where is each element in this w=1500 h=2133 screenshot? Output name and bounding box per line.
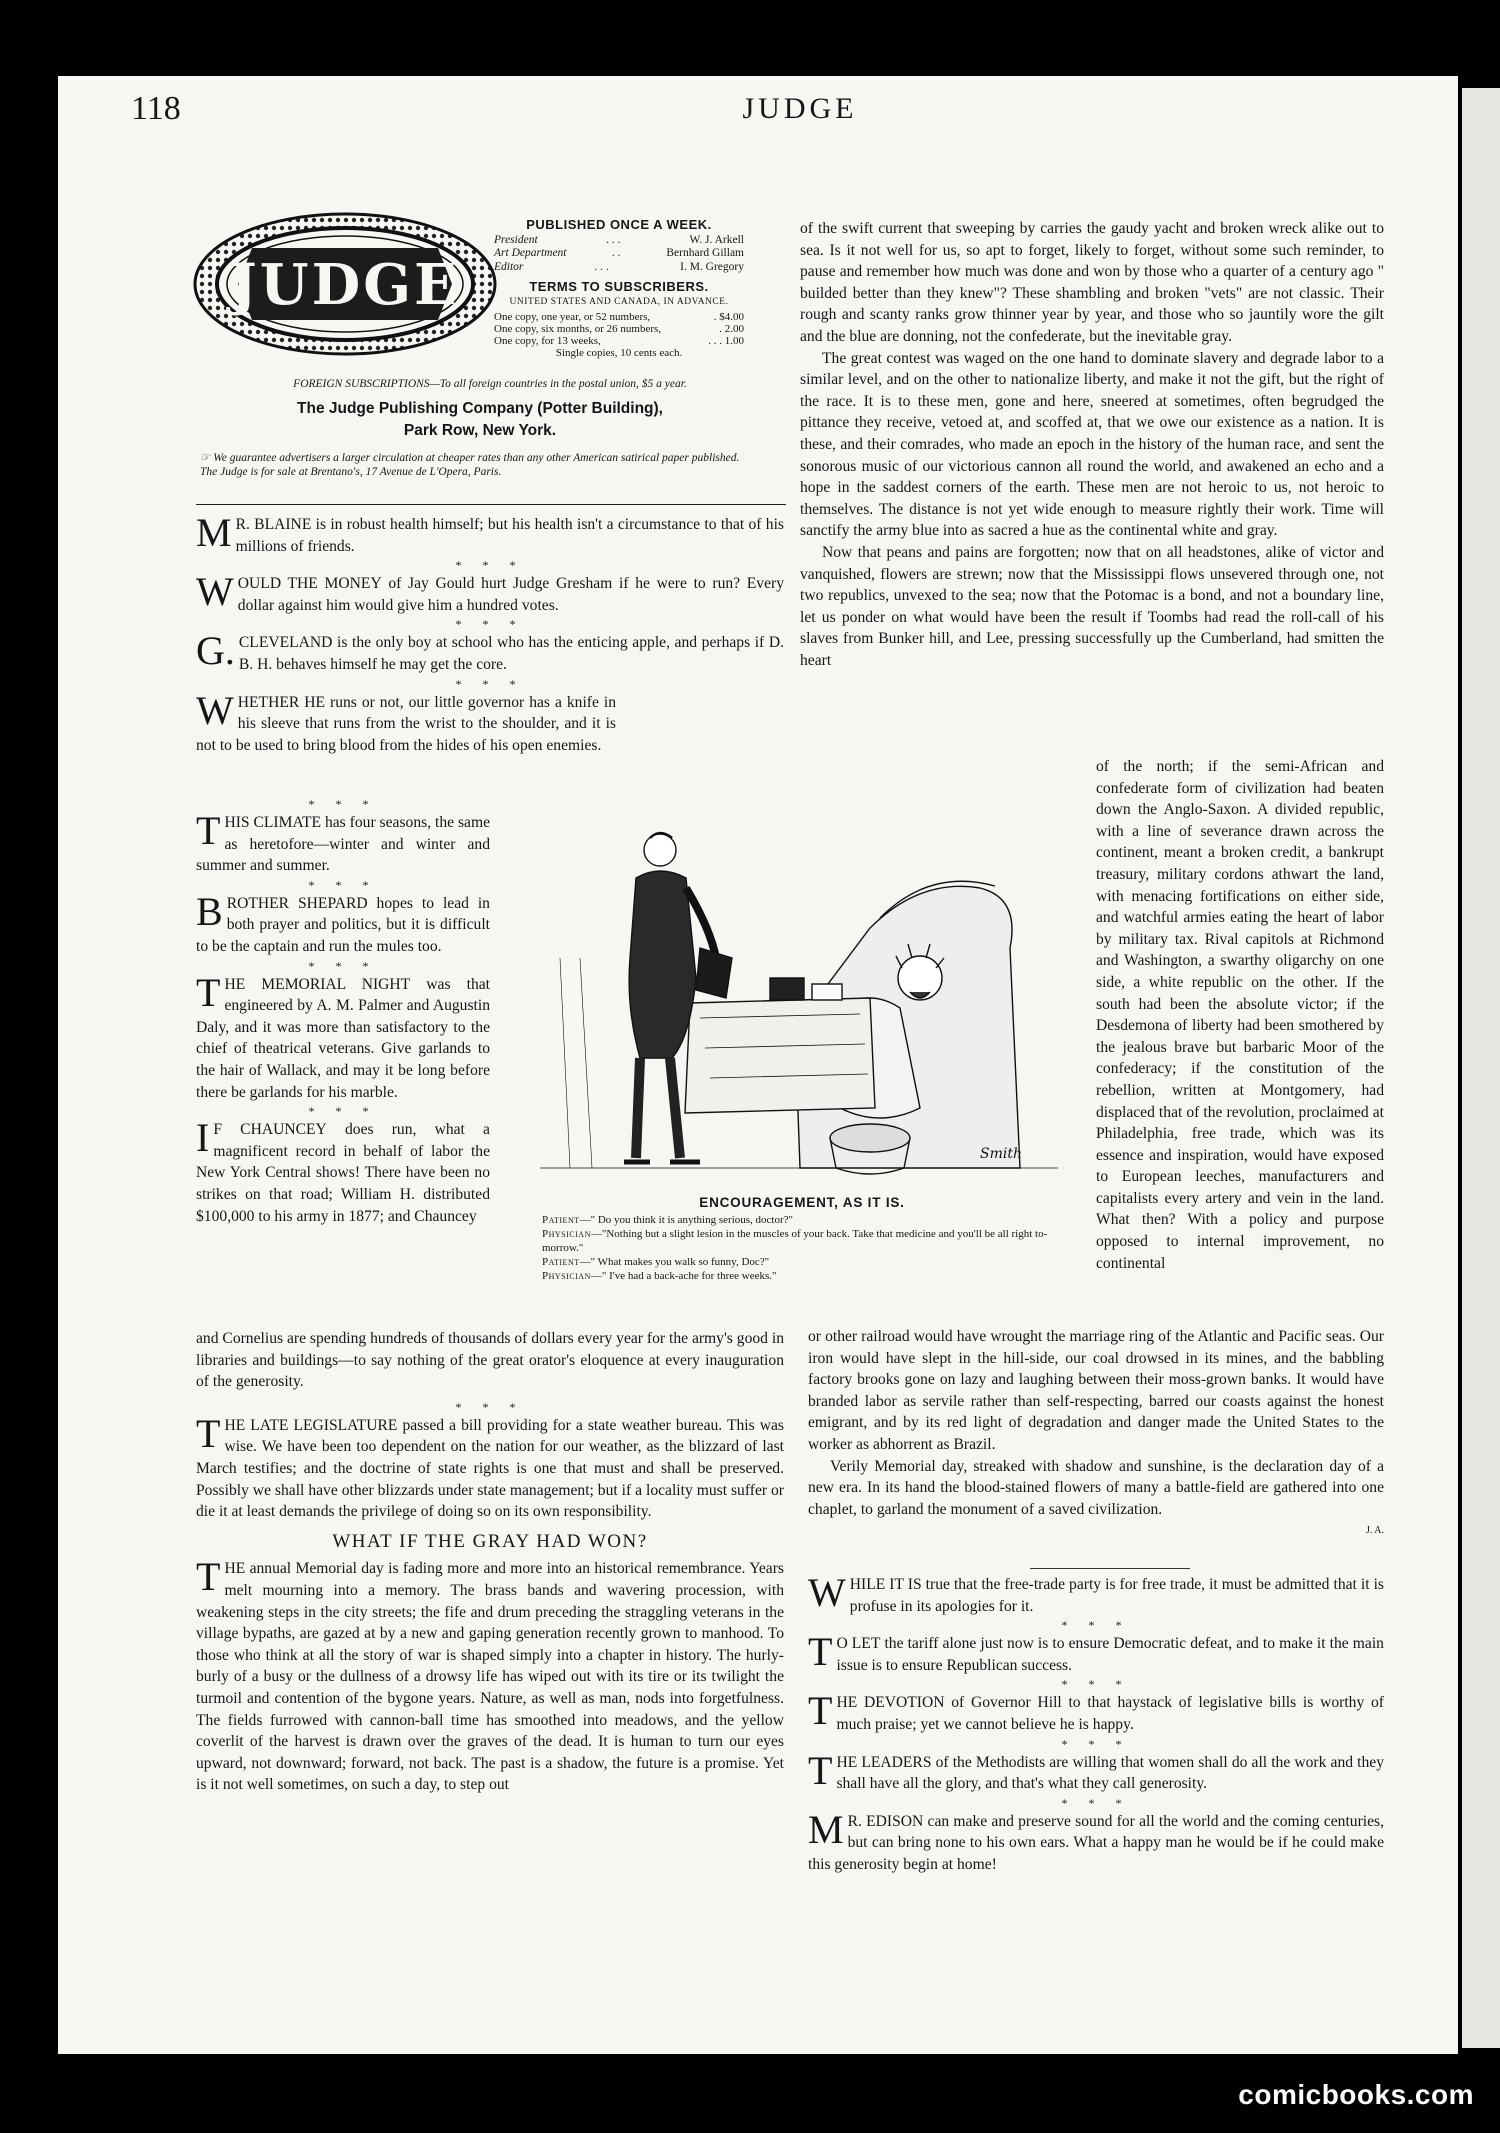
dialogue-line: Patient—" Do you think it is anything serious, doctor?" — [542, 1214, 794, 1226]
publisher-block — [230, 398, 730, 442]
article-paragraph-4b: of the north; if the semi-African and confederate form of civilization had beaten down the Anglo-Saxon. A divided republic, with a line of severance drawn across the continent, meant a broken credit, a bankrupt treasury, military cordons athwart the land, with menacing fortifications on either side, and watchful armies eating the heart of labor by military tax. Rival capitols at Richmond and Washington, a swarthy oligarchy on one side, a white republic on the other. If the south had been the absolute victor; if the Desdemona of liberty had been smothered by the jealous brave but barbaric Moor of the confederacy; if the constitution of the rebellion, written at Montgomery, had displaced that of the revolution, proclaimed at Philadelphia, free trade, which was its essence and inspiration, would have exposed to European leeches, manufacturers and capitalists every artery and vein in the land. What then? With a policy and purpose opposed to internal improvement, no continental — [1096, 758, 1384, 1272]
price-row: One copy, for 13 weeks, . . . 1.00 — [494, 335, 744, 347]
article-paragraph-5: Verily Memorial day, streaked with shadow and sunshine, is the declaration day of a new era. In its hand the blood-stained flowers of many a battle-field are gathered into one chaplet, to garland the monument of a saved civilization. — [808, 1457, 1384, 1518]
paragraph-hill: THE DEVOTION of Governor Hill to that haystack of legislative bills is worthy of much praise; yet we cannot believe he is happy. — [808, 1688, 1384, 1734]
paragraph-chauncey-cont: and Cornelius are spending hundreds of thousands of dollars every year for the army's good in libraries and buildings—to say nothing of the great orator's eloquence at every inauguration of the generosity. — [196, 1330, 784, 1391]
star-separator: * * * — [1061, 1677, 1131, 1692]
star-separator: * * * — [455, 617, 525, 632]
cartoon-caption — [542, 1196, 1062, 1283]
right-column-narrow — [1096, 756, 1384, 1274]
terms-title: TERMS TO SUBSCRIBERS. — [529, 279, 709, 294]
staff-editor: Editor . . . I. M. Gregory — [494, 260, 744, 273]
article-paragraph-3: The great contest was waged on the one hand to dominate slavery and degrade labor to a similar level, and on the other to nationalize liberty, and make it not the gift, but the right of the race. It is to these men, gone and here, sneered at sometimes, often begrudged the pittance they receive, vetoed at, and scoffed at, that we owe our existence as a nation. It is these, and their comrades, who made an epoch in the history of the human race, and sent the sonorous music of our victorious cannon all round the world, and awakened an echo and a hope in the saddest corners of the earth. These men are not heroic to us, not heroic to themselves. The distance is not yet wide enough to measure rightly their work. Time will sanctify the army blue into as sacred a hue as the continental white and gray. — [800, 349, 1384, 540]
left-column-narrow — [196, 796, 490, 1227]
article-paragraph-1: THE annual Memorial day is fading more and more into an historical remembrance. Years melt mourning into a memory. The brass bands and wavering procession, with weakening steps in the city streets; the fife and drum preceding the straggling veterans in the village bypaths, are gazed at by a new and gaping generation recently grown to manhood. To those who think at all the story of war is shaped simply into a chapter in history. The hurly-burly of a busy or the dullness of a drowsy life has wiped out with its tire or its twilight the turmoil and contention of the bygone years. Nature, as well as man, nods into forgetfulness. The fields furrowed with cannon-ball time has smoothed into meadows, and the yellow coverlit of the harvest is drawn over the graves of the dead. It is human to turn our eyes upward, not downward; forward, not back. The past is a shadow, the future is a promise. Yet is it not well sometimes, on such a day, to step out — [196, 1554, 784, 1794]
paragraph-chauncey: I F CHAUNCEY does run, what a magnificent record in behalf of labor the New York Central shows! There have been no strikes on that road; William H. distributed $100,000 to his army in 1877; and Chauncey — [196, 1115, 490, 1225]
paragraph-governor: WHETHER HE runs or not, our little governor has a knife in his sleeve that runs from the wrist to the shoulder, and it is not to be used to bring blood from the hides of his open enemies. — [196, 687, 616, 754]
sale-note: The Judge is for sale at Brentano's, 17 Avenue de L'Opera, Paris. — [200, 465, 502, 478]
logo-text: JUDGE — [230, 252, 460, 318]
site-watermark: comicbooks.com — [1238, 2079, 1474, 2110]
star-separator: * * * — [308, 1104, 378, 1119]
terms-note: UNITED STATES AND CANADA, IN ADVANCE. — [509, 296, 729, 307]
next-page-edge — [1462, 88, 1500, 2048]
star-separator: * * * — [1061, 1618, 1131, 1633]
cartoon-illustration — [540, 808, 1058, 1186]
star-separator: * * * — [455, 676, 525, 691]
masthead-rule — [196, 504, 786, 505]
star-separator: * * * — [455, 558, 525, 573]
staff-art: Art Department . . Bernhard Gillam — [494, 247, 744, 259]
paragraph-blaine: M R. BLAINE is in robust health himself; but his health isn't a circumstance to that of his millions of friends. — [196, 510, 784, 555]
guarantee-text: ☞ We guarantee advertisers a larger circulation at cheaper rates than any other American satirical paper published. — [200, 452, 740, 464]
left-column-lower — [196, 1328, 784, 1796]
advertiser-note — [200, 452, 780, 479]
paragraph-tariff: T O LET the tariff alone just now is to ensure Democratic defeat, and to make it the main issue is to ensure Republican success. — [808, 1629, 1384, 1675]
paragraph-memorial-night: THE MEMORIAL NIGHT was that engineered by A. M. Palmer and Augustin Daly, and it was more than satisfactory to the chief of theatrical veterans. Give garlands to the hair of Wallack, and may it be long before there be garlands for his marble. — [196, 969, 490, 1101]
article-paragraph-2: of the swift current that sweeping by carries the gaudy yacht and broken wreck alike out to sea. Is it not well for us, so apt to forget, likely to forget, without some such reminder, to pause and remember how much was done and won by those who a quarter of a century ago " builded better than they knew"? These shambling and broken "vets" are not classic. Their rough and scanty ranks grow thinner year by year, and those who so jauntily wore the gilt and the blue are donning, not the confederate, but the inevitable gray. — [800, 220, 1384, 345]
paragraph-legislature: THE LATE LEGISLATURE passed a bill providing for a state weather bureau. This was wise. We have been too dependent on the nation for our weather, as the blizzard of last March testifies; and the doctrine of state rights is one that must and shall be preserved. Possibly we shall have other blizzards under state management; but if a locality must suffer or die it at least demands the privilege of doing so on its own responsibility. — [196, 1410, 785, 1521]
paragraph-methodists: THE LEADERS of the Methodists are willing that women shall do all the work and they shall have all the glory, and that's what they call generosity. — [808, 1747, 1385, 1793]
dialogue-line: Physician—" I've had a back-ache for three weeks." — [542, 1270, 777, 1282]
article-signature: J. A. — [1365, 1525, 1384, 1537]
company-name: The Judge Publishing Company (Potter Building), — [297, 400, 663, 417]
star-separator: * * * — [308, 958, 378, 973]
dialogue-line: Patient—" What makes you walk so funny, Doc?" — [542, 1256, 770, 1268]
paragraph-shepard: BROTHER SHEPARD hopes to lead in both prayer and politics, but it is difficult to be the captain and run the mules too. — [196, 888, 490, 955]
publication-info: PUBLISHED ONCE A WEEK. President . . . W. J. Arkell Art Department . . Bernhard Gillam Editor . . . I. M. Gregory TERMS TO SUBSCRIBERS. UNITED STATES AND CANADA, IN ADVANCE. One copy, one year, or 52 numbers, . $4.00 One copy, six months, or 26 numbers, . 2.00 One copy, for 13 weeks, . . . 1.00 Single copies, 10 cents each. — [494, 217, 744, 359]
star-separator: * * * — [308, 877, 378, 892]
running-head: JUDGE — [742, 92, 858, 125]
dialogue-line: Physician—"Nothing but a slight lesion in the muscles of your back. Take that medicine and you'll be all right to-morrow." — [542, 1228, 1048, 1254]
paragraph-free-trade: WHILE IT IS true that the free-trade party is for free trade, it must be admitted that it is profuse in its apologies for it. — [808, 1570, 1384, 1615]
right-column-bottom — [808, 1570, 1385, 1876]
star-separator: * * * — [1061, 1795, 1131, 1810]
star-separator: * * * — [1061, 1736, 1131, 1751]
page-number: 118 — [131, 90, 181, 127]
paragraph-climate: THIS CLIMATE has four seasons, the same as heretofore—winter and winter and summer and summer. — [196, 808, 491, 875]
single-copy-price: Single copies, 10 cents each. — [555, 347, 683, 359]
left-column-top — [196, 510, 785, 756]
paragraph-cleveland: G. CLEVELAND is the only boy at school who has the enticing apple, and perhaps if D. B. H. behaves himself he may get the core. — [196, 628, 784, 674]
foreign-subscriptions: FOREIGN SUBSCRIPTIONS—To all foreign countries in the postal union, $5 a year. — [293, 378, 687, 390]
article-paragraph-4a: Now that peans and pains are forgotten; now that on all headstones, alike of victor and vanquished, flowers are strewn; now that the Mississippi flows unsevered through one, not two republics, unvexed to the sea; now that the Potomac is a bond, and not a boundary line, let us ponder on what would have been the result if Toombs had read the roll-call of his slaves from Bunker hill, and Lee, pressing successfully up the Cumberland, had smitten the heart — [800, 543, 1384, 669]
right-column-top — [800, 218, 1384, 671]
artist-signature: Smith — [980, 1146, 1022, 1162]
right-column-lower — [808, 1326, 1384, 1542]
section-rule — [1030, 1568, 1190, 1569]
caption-title: ENCOURAGEMENT, AS IT IS. — [699, 1195, 905, 1210]
paragraph-edison: M R. EDISON can make and preserve sound for all the world and the coming centuries, but can bring none to his own ears. What a happy man he would be if he could make this generosity begin at home! — [808, 1806, 1384, 1873]
star-separator: * * * — [455, 1399, 525, 1414]
article-paragraph-4c: or other railroad would have wrought the marriage ring of the Atlantic and Pacific seas. Our iron would have slept in the hill-side, our coal drowsed in its mines, and the babbling factory brooks gone on lazy and laughing between their moss-grown banks. It would have branded labor as servile rather than self-respecting, barred our coasts against the honest emigrant, and by its red light of degradation and danger made the United States to the worker as abhorrent as Brazil. — [808, 1328, 1384, 1453]
star-separator: * * * — [308, 797, 378, 811]
paragraph-gould: WOULD THE MONEY of Jay Gould hurt Judge Gresham if he were to run? Every dollar against him would give him a hundred votes. — [196, 569, 785, 615]
price-row: One copy, six months, or 26 numbers, . 2.00 — [494, 323, 744, 335]
staff-president: President . . . W. J. Arkell — [494, 233, 744, 246]
article-title: WHAT IF THE GRAY HAD WON? — [332, 1530, 648, 1552]
price-row: One copy, one year, or 52 numbers, . $4.00 — [494, 311, 744, 323]
company-address: Park Row, New York. — [403, 422, 557, 439]
judge-logo — [190, 208, 500, 360]
